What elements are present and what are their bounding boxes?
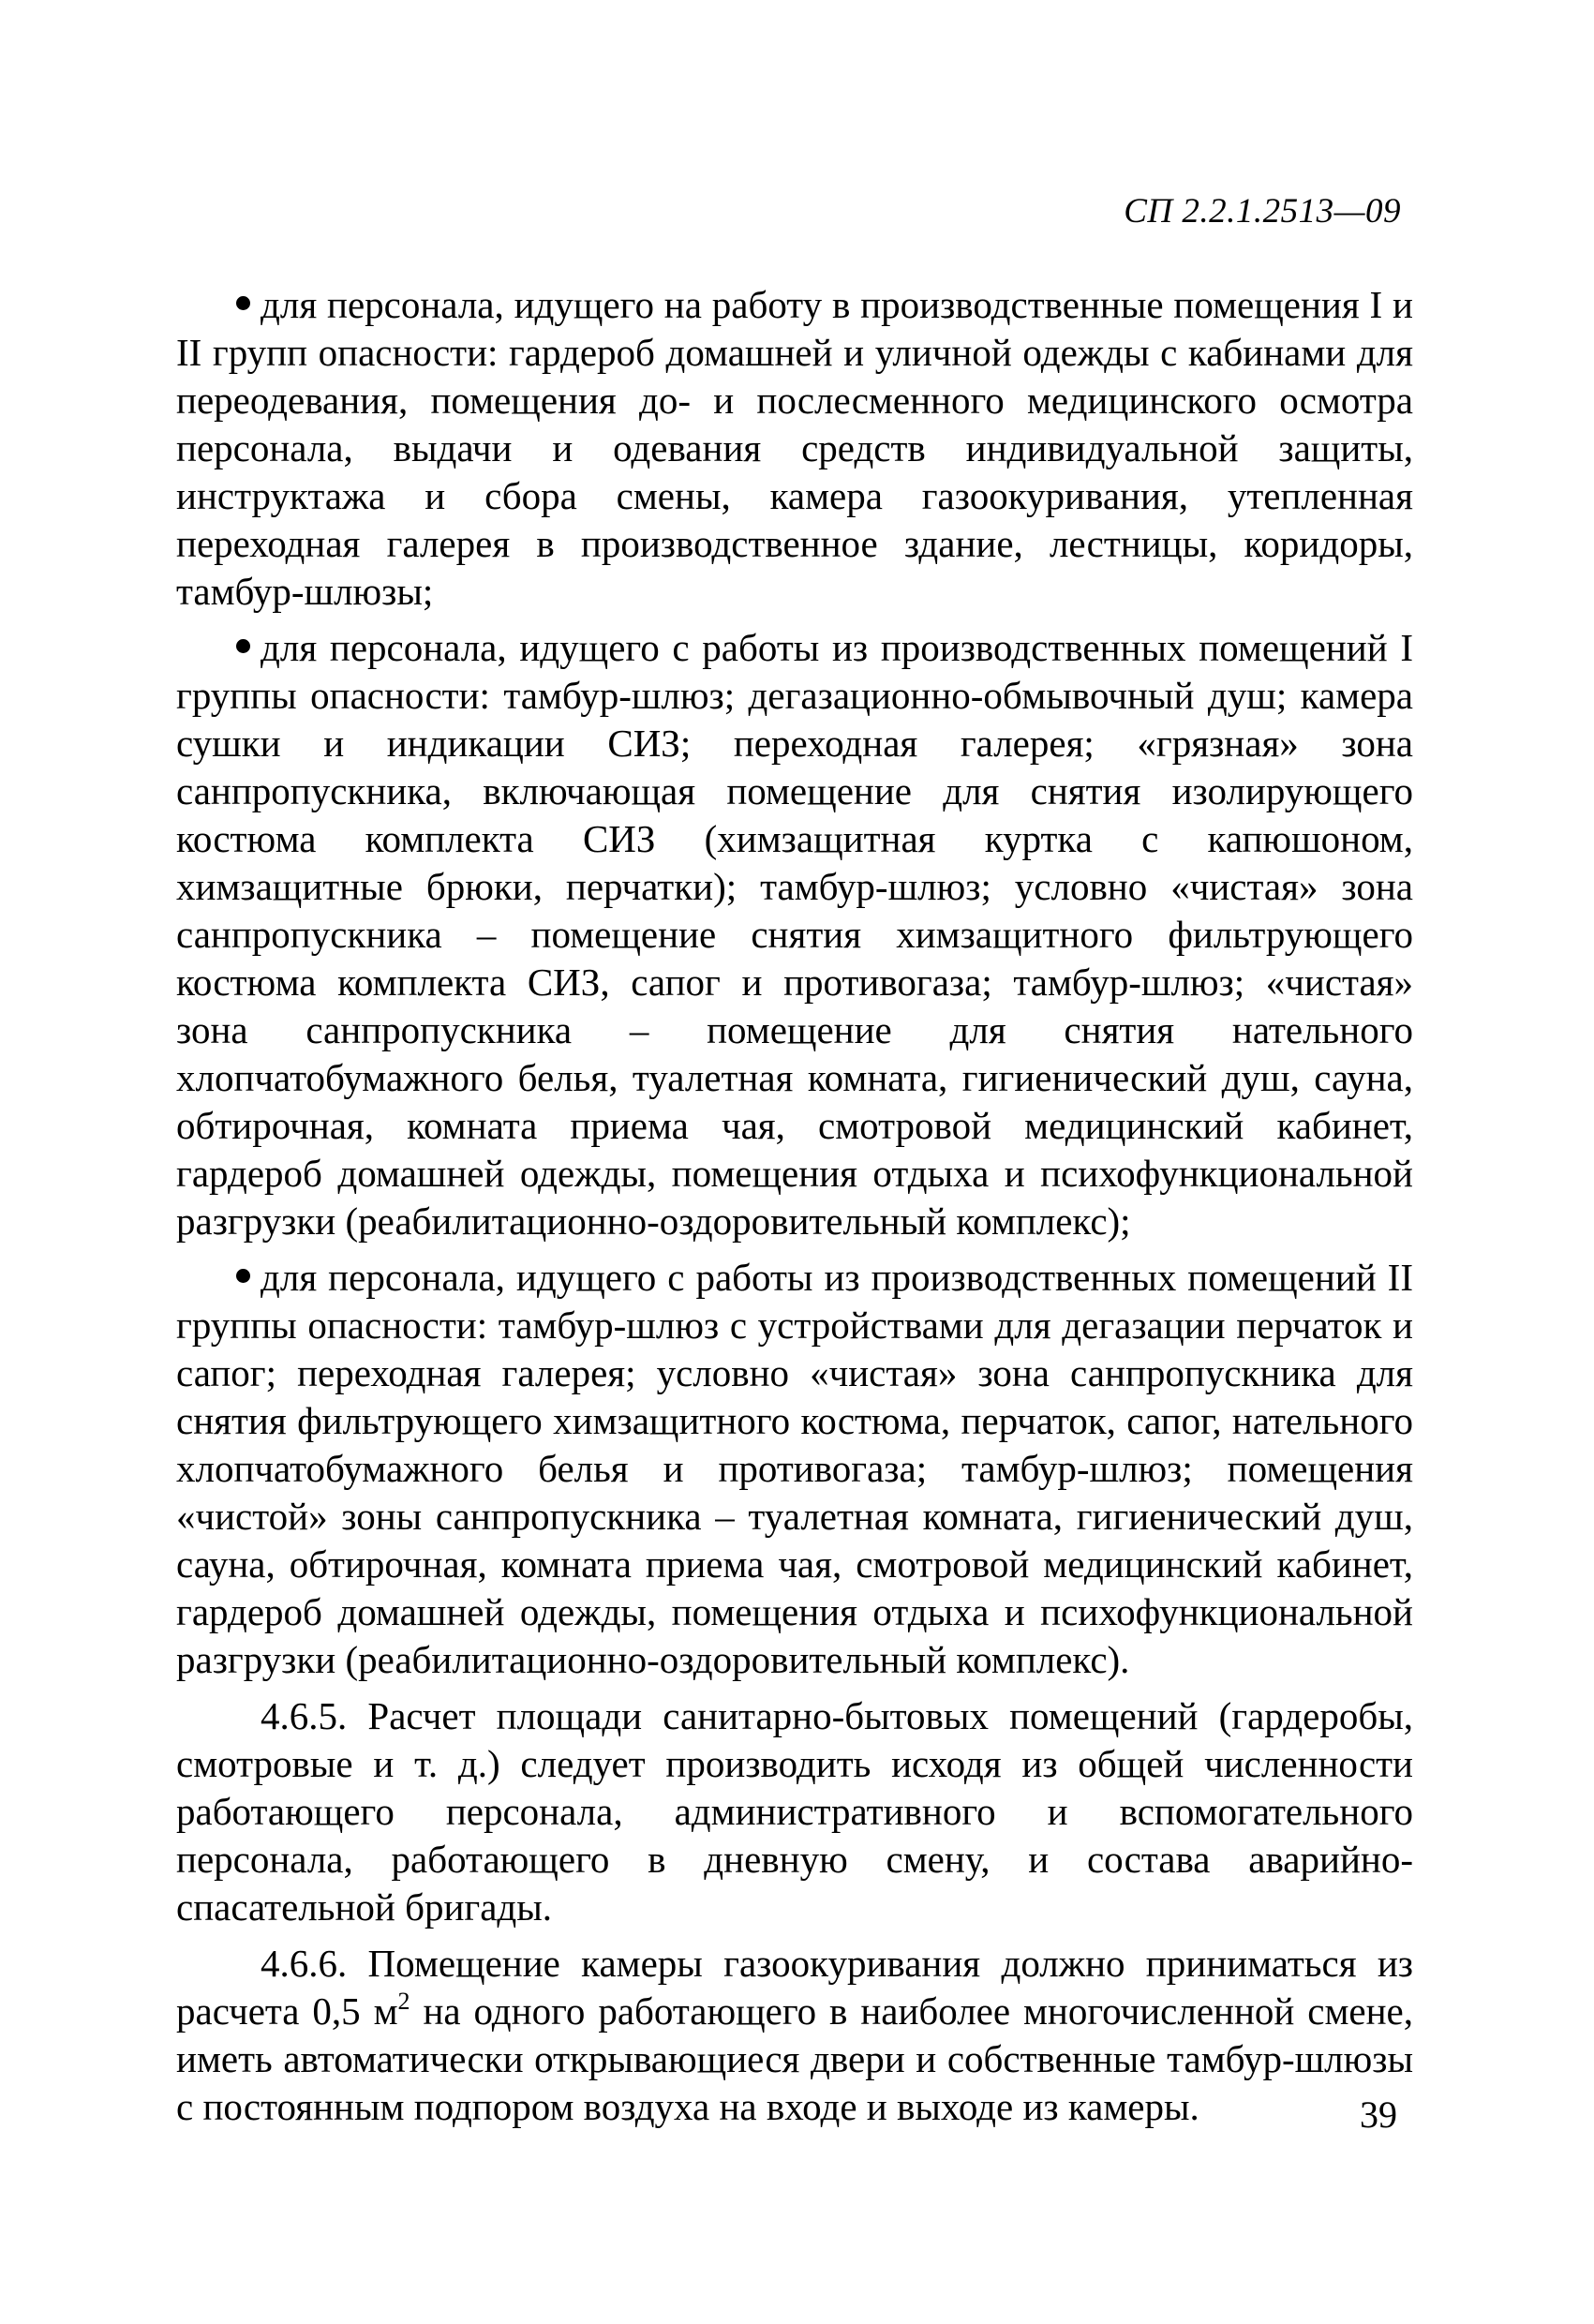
bullet-text-3: для персонала, идущего с работы из производственных помещений II группы опасности: тамбур-шлюз с устройствами для дегазации перчаток и сапог; переходная галерея; условно «чистая» зона санпропускника для снятия фильтрующего химзащитного костюма, перчаток, сапог, нательного хлопчатобумажного белья и противогаза; тамбур-шлюз; помещения «чистой» зоны санпропускника – туалетная комната, гигиенический душ, сауна, обтирочная, комната приема чая, смотровой медицинский кабинет, гардероб домашней одежды, помещения отдыха и психофункциональной разгрузки (реабилитационно-оздоровительный комплекс). xyxy=(176,1256,1413,1681)
bullet-text-1: для персонала, идущего на работу в производственные помещения I и II групп опасности: гардероб домашней и уличной одежды с кабинами для переодевания, помещения до- и послесменного медицинского осмотра персонала, выдачи и одевания средств индивидуальной защиты, инструктажа и сбора смены, камера газоокуривания, утепленная переходная галерея в производственное здание, лестницы, коридоры, тамбур-шлюзы; xyxy=(176,283,1413,613)
page-body xyxy=(176,281,1413,2139)
clause-4-6-5: 4.6.5. Расчет площади санитарно-бытовых помещений (гардеробы, смотровые и т. д.) следует производить исходя из общей численности работающего персонала, административного и вспомогательного персонала, работающего в дневную смену, и состава аварийно-спасательной бригады. xyxy=(176,1694,1413,1929)
clause-4-6-6-text-after: на одного работающего в наиболее многочисленной смене, иметь автоматически открывающиеся двери и собственные тамбур-шлюзы с постоянным подпором воздуха на входе и выходе из камеры. xyxy=(176,1989,1413,2128)
square-meter-superscript: 2 xyxy=(397,1988,410,2015)
document-code-header: СП 2.2.1.2513—09 xyxy=(1124,192,1401,231)
clause-4-6-6 xyxy=(176,1940,1413,2131)
bullet-paragraph-3 xyxy=(176,1254,1413,1684)
clause-4-6-6-text-before: 4.6.6. Помещение камеры газоокуривания должно приниматься из расчета 0,5 м xyxy=(176,1942,1413,2033)
bullet-text-2: для персонала, идущего с работы из производственных помещений I группы опасности: тамбур-шлюз; дегазационно-обмывочный душ; камера сушки и индикации СИЗ; переходная галерея; «грязная» зона санпропускника, включающая помещение для снятия изолирующего костюма комплекта СИЗ (химзащитная куртка с капюшоном, химзащитные брюки, перчатки); тамбур-шлюз; условно «чистая» зона санпропускника – помещение снятия химзащитного фильтрующего костюма комплекта СИЗ, сапог и противогаза; тамбур-шлюз; «чистая» зона санпропускника – помещение для снятия нательного хлопчатобумажного белья, туалетная комната, гигиенический душ, сауна, обтирочная, комната приема чая, смотровой медицинский кабинет, гардероб домашней одежды, помещения отдыха и психофункциональной разгрузки (реабилитационно-оздоровительный комплекс); xyxy=(176,626,1413,1243)
page-number: 39 xyxy=(1360,2093,1397,2136)
bullet-paragraph-2 xyxy=(176,624,1413,1245)
bullet-paragraph-1 xyxy=(176,281,1413,616)
